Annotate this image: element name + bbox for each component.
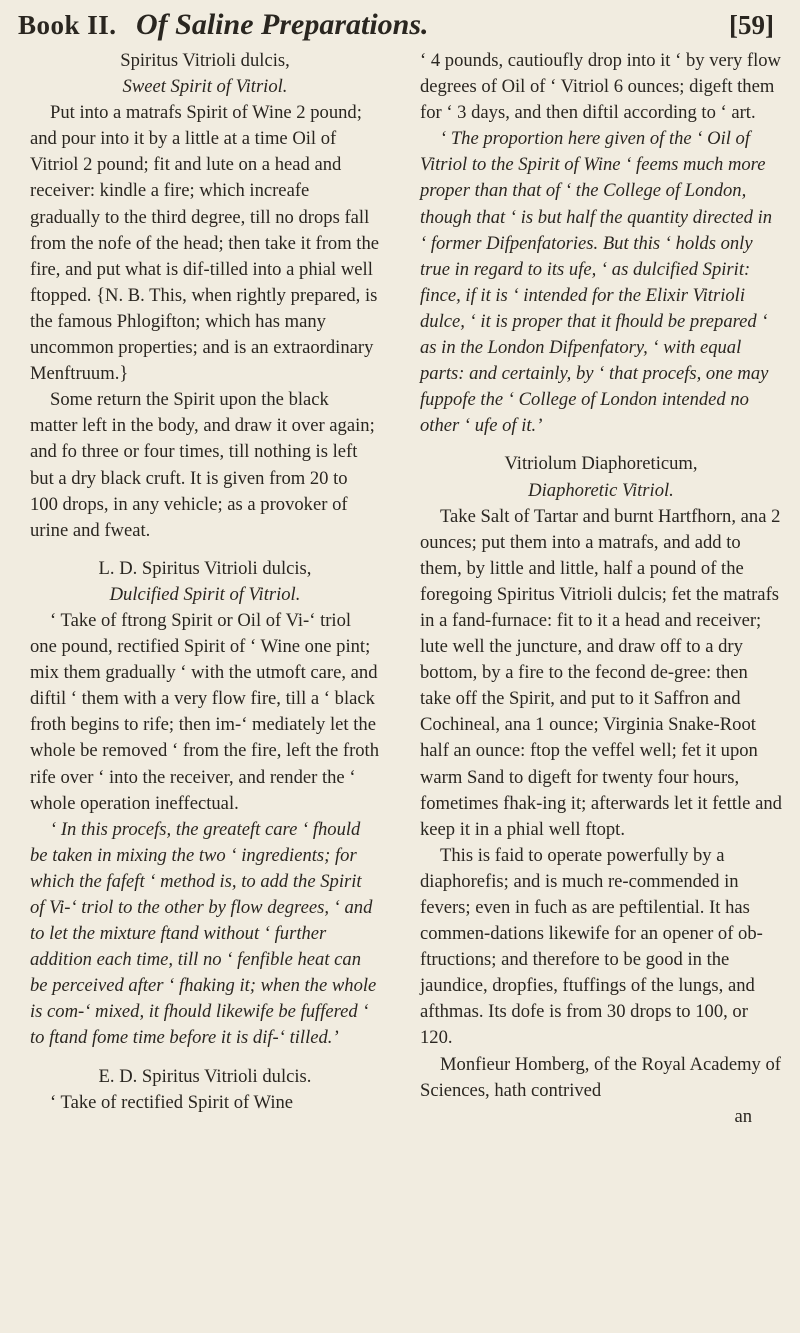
paragraph-homberg: Monfieur Homberg, of the Royal Academy of Sciences, hath contrived <box>420 1053 781 1101</box>
paragraph-diaphoretic-uses: This is faid to operate powerfully by a diaphorefis; and is much re-commended in fevers; even in fuch as are peftilential. It has commen-dations likewife for an opener of ob-ftructions; and therefore to be good in the jaundice, dropfies, ftuffings of the lungs, and afthmas. Its dofe is from 30 drops to 100, or 120. <box>420 844 763 1049</box>
book-label: Book II. <box>18 10 117 40</box>
heading-ld-spiritus: L. D. Spiritus Vitrioli dulcis, <box>98 557 312 579</box>
catchword: an <box>734 1105 752 1127</box>
subheading-diaphoretic-vitriol: Diaphoretic Vitriol. <box>528 479 674 501</box>
paragraph-london-recipe: ‘ Take of ftrong Spirit or Oil of Vi-‘ triol one pound, rectified Spirit of ‘ Wine one pint; mix them gradually ‘ with the utmoft care, and diftil ‘ them with a very flow fire, till a ‘ black froth begins to rife; then im-‘ mediately let the whole be removed ‘ from the fire, left the froth rife over ‘ into the receiver, and render the ‘ whole operation ineffectual. <box>30 609 380 814</box>
paragraph-variation: Some return the Spirit upon the black matter left in the body, and draw it over again; and fo three or four times, till nothing is left but a dry black cruft. It is given from 20 to 100 drops, in any vehicle; as a provoker of urine and fweat. <box>30 389 375 541</box>
paragraph-recipe: Put into a matrafs Spirit of Wine 2 pound; and pour into it by a little at a time Oil of Vitriol 2 pound; fit and lute on a head and receiver: kindle a fire; which increafe gradually to the third degree, till no drops fall from the nofe of the head; then take it from the fire, and put what is dif-tilled into a phial well ftopped. {N. B. This, when rightly prepared, is the famous Phlogifton; which has many uncommon properties; and is an extraordinary Menftruum.} <box>30 102 380 385</box>
subheading-dulcified-spirit: Dulcified Spirit of Vitriol. <box>109 583 301 605</box>
running-header <box>18 6 782 46</box>
paragraph-edinburgh-continued: ‘ 4 pounds, cautioufly drop into it ‘ by very flow degrees of Oil of ‘ Vitriol 6 ounces; digeft them for ‘ 3 days, and then diftil according to ‘ art. <box>420 50 781 124</box>
heading-spiritus-vitrioli-dulcis: Spiritus Vitrioli dulcis, <box>120 50 290 71</box>
paragraph-edinburgh-start: ‘ Take of rectified Spirit of Wine <box>50 1091 294 1113</box>
paragraph-proportion-note: ‘ The proportion here given of the ‘ Oil of Vitriol to the Spirit of Wine ‘ feems much more proper than that of ‘ the College of London, though that ‘ is but half the quantity directed in ‘ former Difpenfatories. But this ‘ holds only true in regard to its ufe, ‘ as dulcified Spirit: fince, if it is ‘ intended for the Elixir Vitrioli dulce, ‘ it is proper that it fhould be prepared ‘ as in the London Difpenfatory, ‘ with equal parts: and certainly, by ‘ that procefs, one may fuppofe the ‘ College of London intended no other ‘ ufe of it.’ <box>420 128 773 437</box>
left-column <box>30 48 380 1116</box>
paragraph-caution-note: ‘ In this procefs, the greateft care ‘ fhould be taken in mixing the two ‘ ingredients; for which the fafeft ‘ method is, to add the Spirit of Vi-‘ triol to the other by flow degrees, ‘ and to let the mixture ftand without ‘ further addition each time, till no ‘ fenfible heat can be perceived after ‘ fhaking it; when the whole is com-‘ mixed, it fhould likewife be fuffered ‘ to ftand fome time before it is dif-‘ tilled.’ <box>30 818 377 1049</box>
paragraph-diaphoretic-recipe: Take Salt of Tartar and burnt Hartfhorn, ana 2 ounces; put them into a matrafs, and add to them, by little and little, half a pound of the foregoing Spiritus Vitrioli dulcis; fet the matrafs in a fand-furnace: fit to it a head and receiver; lute well the juncture, and draw off to a dry bottom, by a fire to the fecond de-gree: then take off the Spirit, and put to it Saffron and Cochineal, ana 1 ounce; Virginia Snake-Root half an ounce: ftop the veffel well; fet it upon warm Sand to digeft for twenty four hours, fometimes fhak-ing it; afterwards let it fettle and keep it in a phial well ftopt. <box>420 505 782 840</box>
heading-ed-spiritus: E. D. Spiritus Vitrioli dulcis. <box>98 1065 312 1087</box>
subheading-sweet-spirit: Sweet Spirit of Vitriol. <box>122 76 288 98</box>
page-number: [59] <box>729 10 774 40</box>
section-title: Of Saline Preparations. <box>136 8 429 41</box>
heading-vitriolum-diaphoreticum: Vitriolum Diaphoreticum, <box>504 453 698 475</box>
right-column <box>420 48 782 1130</box>
